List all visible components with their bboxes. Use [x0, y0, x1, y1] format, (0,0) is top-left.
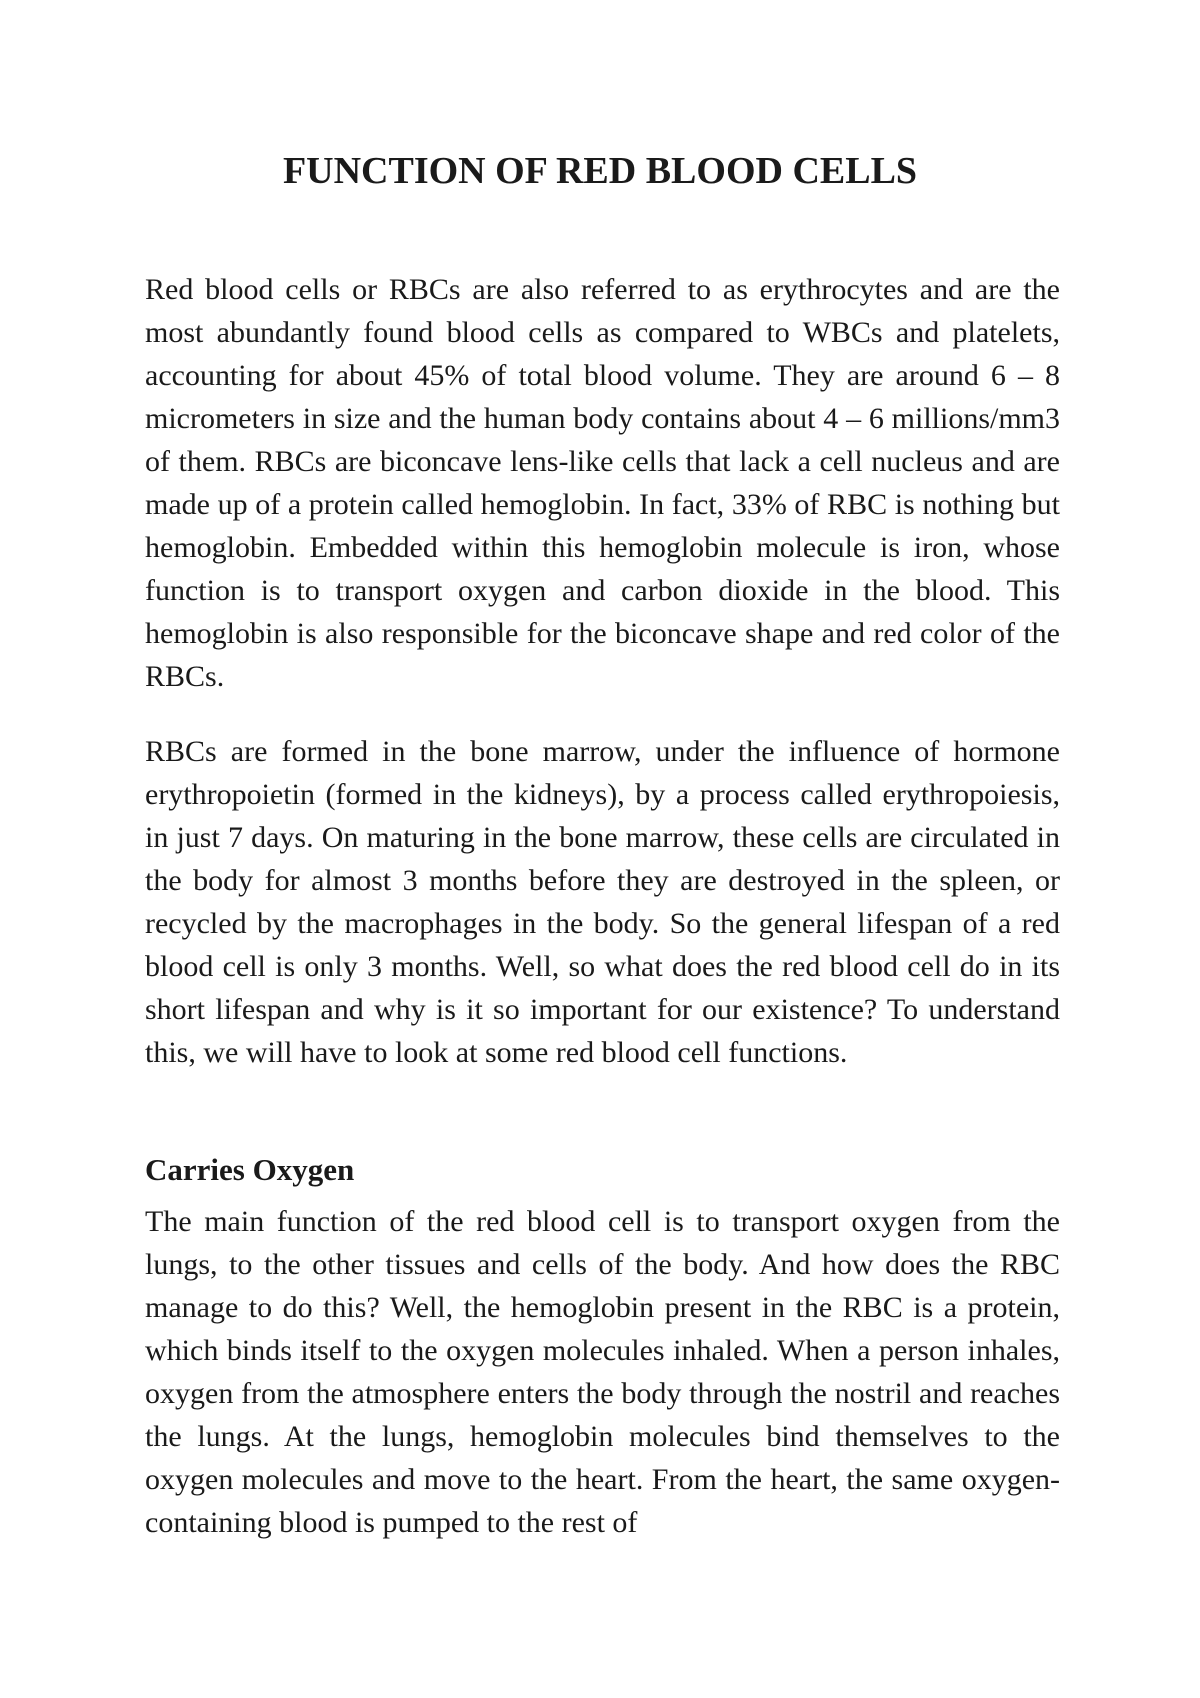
paragraph-carries-oxygen: The main function of the red blood cell is to transport oxygen from the lungs, to the other tissues and cells of the body. And how does the RBC manage to do this? Well, the hemoglobin present in the RBC is a protein, which binds itself to the oxygen molecules inhaled. When a person inhales, oxygen from the atmosphere enters the body through the nostril and reaches the lungs. At the lungs, hemoglobin molecules bind themselves to the oxygen molecules and move to the heart. From the heart, the same oxygen-containing blood is pumped to the rest of [145, 1205, 1060, 1539]
paragraph-formation: RBCs are formed in the bone marrow, under the influence of hormone erythropoietin (formed in the kidneys), by a process called erythropoiesis, in just 7 days. On maturing in the bone marrow, these cells are circulated in the body for almost 3 months before they are destroyed in the spleen, or recycled by the macrophages in the body. So the general lifespan of a red blood cell is only 3 months. Well, so what does the red blood cell do in its short lifespan and why is it so important for our existence? To understand this, we will have to look at some red blood cell functions. [145, 735, 1060, 1069]
paragraph-intro: Red blood cells or RBCs are also referred to as erythrocytes and are the most abundantly found blood cells as compared to WBCs and platelets, accounting for about 45% of total blood volume. They are around 6 – 8 micrometers in size and the human body contains about 4 – 6 millions/mm3 of them. RBCs are biconcave lens-like cells that lack a cell nucleus and are made up of a protein called hemoglobin. In fact, 33% of RBC is nothing but hemoglobin. Embedded within this hemoglobin molecule is iron, whose function is to transport oxygen and carbon dioxide in the blood. This hemoglobin is also responsible for the biconcave shape and red color of the RBCs. [145, 273, 1060, 693]
document-title: FUNCTION OF RED BLOOD CELLS [282, 150, 918, 192]
section-heading-carries-oxygen: Carries Oxygen [145, 1152, 355, 1187]
